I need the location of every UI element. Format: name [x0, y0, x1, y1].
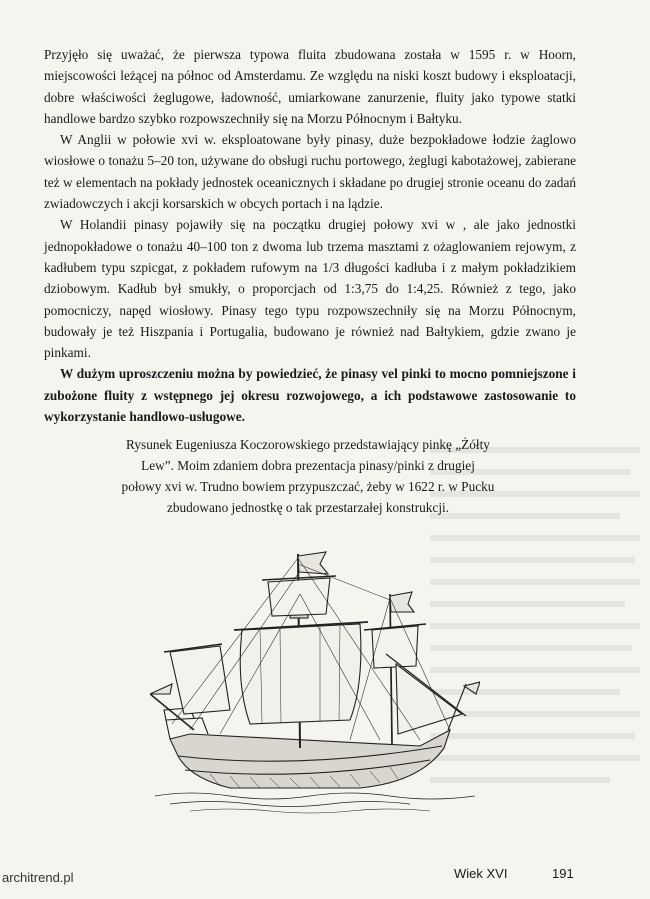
caption-line: zbudowano jednostkę o tak przestarzałej konstrukcji. — [166, 500, 450, 515]
caption-line: połowy xvi w. Trudno bowiem przypuszczać, żeby w 1622 r. w Pucku — [121, 479, 495, 494]
paragraph-holandia: W Holandii pinasy pojawiły się na początku drugiej połowy xvi w , ale jako jednostki jednopokładowe o tonażu 40–100 ton z dwoma lub trzema masztami z ożaglowaniem rejowym, z kadłubem typu szpicgat, z pokładem rufowym na 1/3 długości kadłuba i z małym pokładzikiem dziobowym. Kadłub był smukły, o proporcjach od 1:3,75 do 1:4,25. Również z tego, jako pomocniczy, napęd wiosłowy. Pinasy tego typu rozpowszechniły się na Morzu Północnym, budowały je też Hiszpania i Portugalia, budowano je również nad Bałtykiem, gdzie zwano je pinkami. — [44, 217, 576, 361]
caption-line: Rysunek Eugeniusza Koczorowskiego przedstawiający pinkę „Żółty — [126, 437, 490, 452]
paragraph-summary: W dużym uproszczeniu można by powiedzieć, że pinasy vel pinki to mocno pomniejszone i zubożone fluity z wstępnego jej okresu rozwojowego, a ich podstawowe zastosowanie to wykorzystanie handlowo-usługowe. — [44, 366, 576, 425]
paragraph-fluita: Przyjęło się uważać, że pierwsza typowa fluita zbudowana została w 1595 r. w Hoorn, miejscowości leżącej na północ od Amsterdamu. Ze względu na niski koszt budowy i eksploatacji, dobre właściwości żeglugowe, ładowność, umiarkowane zanurzenie, fluity jako typowe statki handlowe bardzo szybko rozpowszechniły się na Morzu Północnym i Bałtyku. — [44, 47, 576, 126]
running-footer-section: Wiek XVI — [454, 866, 508, 881]
body-text — [44, 44, 576, 427]
paragraph-anglia: W Anglii w połowie xvi w. eksploatowane były pinasy, duże bezpokładowe łodzie żaglowo wiosłowe o tonażu 5–20 ton, używane do obsługi ruchu portowego, żeglugi kabotażowej, zabierane też w elementach na pokłady jednostek oceanicznych i składane po drugiej stronie oceanu do zadań zwiadowczych i akcji korsarskich w obcych portach i na lądzie. — [44, 132, 576, 212]
watermark-text: architrend.pl — [2, 870, 74, 885]
pinka-ship-illustration — [150, 534, 480, 814]
caption-line: Lew”. Moim zdaniem dobra prezentacja pinasy/pinki z drugiej — [141, 458, 475, 473]
page-number: 191 — [552, 866, 574, 881]
